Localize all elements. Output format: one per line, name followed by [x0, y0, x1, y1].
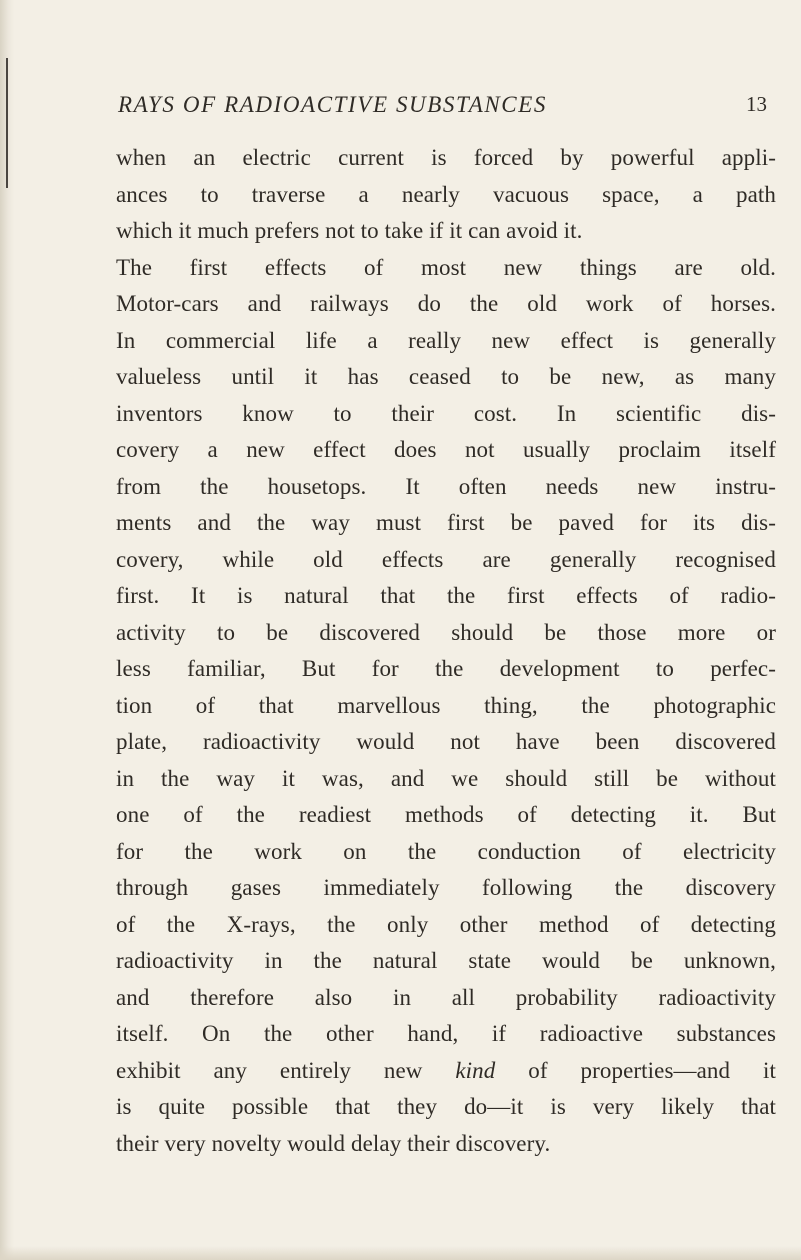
text-line: for the work on the conduction of electricity — [116, 838, 776, 864]
italic-emphasis: kind — [455, 1057, 496, 1083]
body-text — [116, 140, 776, 1162]
text-line: radioactivity in the natural state would be unknown, — [116, 948, 776, 973]
text-line: ances to traverse a nearly vacuous space, a path — [116, 181, 776, 207]
page-gutter-shadow — [0, 0, 14, 1260]
text-line-with-emphasis — [116, 1053, 776, 1090]
text-line: in the way it was, and we should still be without — [116, 765, 776, 791]
text-line: ments and the way must first be paved for its dis- — [116, 510, 776, 535]
text-fragment: of properties—and it — [495, 1057, 776, 1083]
text-line: and therefore also in all probability radioactivity — [116, 984, 776, 1010]
text-line: from the housetops. It often needs new instru- — [116, 473, 776, 499]
page-bottom-shadow — [0, 1246, 801, 1260]
page-number: 13 — [746, 92, 767, 116]
text-line: In commercial life a really new effect is generally — [116, 327, 776, 353]
text-line: tion of that marvellous thing, the photographic — [116, 692, 776, 718]
text-line: first. It is natural that the first effects of radio- — [116, 583, 776, 608]
binding-edge-line — [6, 58, 8, 188]
text-line: when an electric current is forced by powerful appli- — [116, 145, 776, 170]
text-fragment: exhibit any entirely new — [116, 1057, 456, 1083]
text-line: itself. On the other hand, if radioactive substances — [116, 1021, 776, 1046]
text-line: which it much prefers not to take if it can avoid it. — [116, 218, 583, 243]
paragraph-first-line: The first effects of most new things are old. — [116, 254, 776, 280]
text-line: valueless until it has ceased to be new, as many — [116, 364, 776, 389]
text-line: of the X-rays, the only other method of detecting — [116, 911, 776, 937]
running-head: RAYS OF RADIOACTIVE SUBSTANCES — [118, 92, 547, 117]
text-line: activity to be discovered should be those more or — [116, 619, 776, 645]
text-line: less familiar, But for the development to perfec- — [116, 656, 776, 681]
text-line: covery a new effect does not usually proclaim itself — [116, 437, 776, 462]
text-line: one of the readiest methods of detecting it. But — [116, 802, 776, 827]
paragraph-last-line: their very novelty would delay their discovery. — [116, 1130, 551, 1156]
text-line: covery, while old effects are generally recognised — [116, 546, 776, 572]
text-line: inventors know to their cost. In scientific dis- — [116, 400, 776, 426]
text-line: through gases immediately following the discovery — [116, 875, 776, 900]
text-line: is quite possible that they do—it is very likely that — [116, 1094, 776, 1119]
text-line: Motor-cars and railways do the old work of horses. — [116, 291, 776, 316]
text-line: plate, radioactivity would not have been discovered — [116, 729, 776, 754]
page-header — [118, 92, 773, 120]
